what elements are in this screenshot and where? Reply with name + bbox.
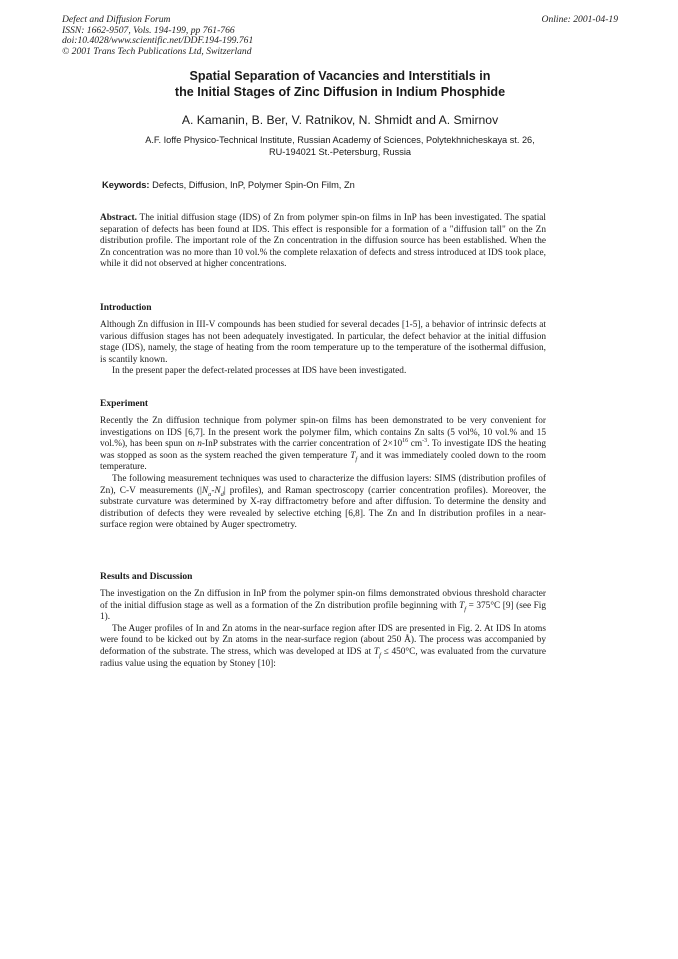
- affiliation: [62, 135, 618, 158]
- keywords: [102, 180, 355, 190]
- results-heading: Results and Discussion: [100, 572, 193, 582]
- keywords-text: Defects, Diffusion, InP, Polymer Spin-On Film, Zn: [149, 180, 355, 190]
- results-paragraph-2: The Auger profiles of In and Zn atoms in the near-surface region after IDS are presented in Fig. 2. At IDS In atoms were found to be kicked out by Zn atoms in the near-surface region (about 250 Å). The process was accompanied by deformation of the substrate. The stress, which was developed at IDS at $T_f \le 450^\circ C$, was evaluated from the curvature radius value using the equation by Stoney [10]:: [100, 623, 546, 669]
- abstract-text: The initial diffusion stage (IDS) of Zn from polymer spin-on films in InP has been investigated. The spatial separation of defects has been found at IDS. This effect is responsible for a formation of a "diffusion tall" on the Zn distribution profile. The important role of the Zn concentration in the diffusion source has been established. When the Zn concentration was no more than 10 vol.% the complete relaxation of defects and stress introduced at IDS took place, while it did not observed at higher concentrations.: [100, 213, 546, 270]
- introduction-heading: Introduction: [100, 303, 152, 313]
- copyright-line: © 2001 Trans Tech Publications Ltd, Switzerland: [62, 45, 252, 57]
- introduction-paragraph-1: Although Zn diffusion in III-V compounds has been studied for several decades [1-5], a behavior of intrinsic defects at various diffusion stages has not been adequately investigated. In particular, the defect behavior at the initial diffusion stage (IDS), namely, the stage of heating from the room temperature up to the temperature of the isothermal diffusion, is scantily known.: [100, 320, 546, 365]
- introduction-paragraph-2: In the present paper the defect-related processes at IDS have been investigated.: [112, 366, 407, 377]
- abstract-label: Abstract.: [100, 213, 137, 223]
- affiliation-line-1: A.F. Ioffe Physico-Technical Institute, Russian Academy of Sciences, Polytekhnicheskaya st. 26,: [145, 135, 535, 145]
- journal-name: Defect and Diffusion Forum: [62, 14, 171, 25]
- title-line-2: the Initial Stages of Zinc Diffusion in Indium Phosphide: [174, 85, 506, 99]
- experiment-heading: Experiment: [100, 399, 149, 409]
- journal-header: [62, 15, 618, 57]
- author-list: A. Kamanin, B. Ber, V. Ratnikov, N. Shmidt and A. Smirnov: [181, 113, 499, 127]
- introduction-body: [100, 320, 546, 378]
- issn-line: ISSN: 1662-9507, Vols. 194-199, pp 761-766: [62, 24, 235, 36]
- affiliation-line-2: RU-194021 St.-Petersburg, Russia: [269, 146, 411, 157]
- paper-title: [62, 68, 618, 100]
- results-body: [100, 589, 546, 670]
- keywords-label: Keywords:: [102, 180, 150, 190]
- abstract: [100, 213, 546, 271]
- doi-line: doi:10.4028/www.scientific.net/DDF.194-199.761: [62, 35, 254, 47]
- experiment-paragraph-2: The following measurement techniques was used to characterize the diffusion layers: SIMS (distribution profiles of Zn), C-V measurements ($|N_a-N_d|$ profiles), and Raman spectroscopy (carrier concentration profiles). Moreover, the substrate curvature was determined by X-ray diffractometry before and after diffusion. To determine the density and distribution of defects they were revealed by selective etching [6,8]. The Zn and In distribution profiles in a near-surface region were obtained by Auger spectrometry.: [100, 473, 546, 531]
- title-line-1: Spatial Separation of Vacancies and Interstitials in: [189, 69, 491, 83]
- results-paragraph-1: The investigation on the Zn diffusion in InP from the polymer spin-on films demonstrated obvious threshold character of the initial diffusion stage as well as a formation of the Zn distribution profile beginning with $T_f = 375^\circ C$ [9] (see Fig 1).: [100, 589, 546, 623]
- experiment-body: [100, 416, 546, 532]
- experiment-paragraph-1: Recently the Zn diffusion technique from polymer spin-on films has been demonstrated to be very convenient for investigations on IDS [6,7]. In the present work the polymer film, which contains Zn salts (5 vol%, 10 vol.% and 15 vol.%), has been spun on n-InP substrates with the carrier concentration of $2\times 10^{16}$ $cm^{-3}$. To investigate IDS the heating was stopped as soon as the system reached the given temperature $T_f$ and it was immediately cooled down to the room temperature.: [100, 416, 547, 473]
- online-date: Online: 2001-04-19: [541, 14, 618, 25]
